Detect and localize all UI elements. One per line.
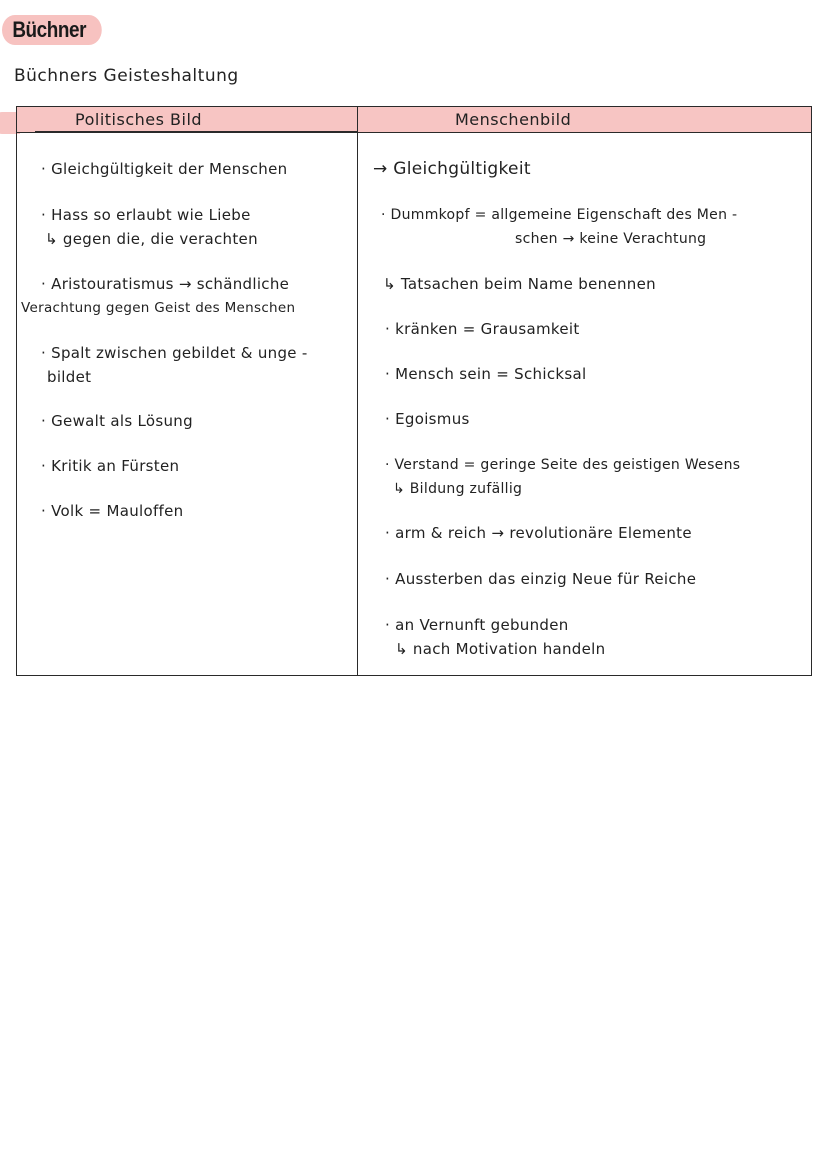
right-item: · Verstand = geringe Seite des geistigen Wesens ↳ Bildung zufällig [385,457,741,497]
left-item: · Gewalt als Lösung [41,412,193,430]
left-item: · Volk = Mauloffen [41,502,184,520]
left-item: · Aristouratismus → schändliche Verachtung gegen Geist des Menschen [21,275,296,316]
column-divider [357,107,358,675]
left-header-underline [35,131,357,132]
right-item: · Mensch sein = Schicksal [385,365,587,383]
subtitle: Büchners Geisteshaltung [14,66,239,86]
left-item: · Gleichgültigkeit der Menschen [41,160,288,178]
left-item: · Kritik an Fürsten [41,457,180,475]
right-item: ↳ Tatsachen beim Name benennen [383,275,656,293]
right-item: · arm & reich → revolutionäre Elemente [385,524,692,542]
right-item: · Aussterben das einzig Neue für Reiche [385,570,697,588]
left-item: · Spalt zwischen gebildet & unge - bildet [41,344,308,386]
column-header-menschenbild: Menschenbild [455,110,572,129]
right-item: · kränken = Grausamkeit [385,320,580,338]
right-item: → Gleichgültigkeit [373,159,531,179]
right-item: · Egoismus [385,410,470,428]
right-item: · Dummkopf = allgemeine Eigenschaft des Men - schen → keine Verachtung [381,207,738,247]
left-item: · Hass so erlaubt wie Liebe ↳ gegen die, die verachten [41,206,258,248]
notes-table [16,106,812,676]
column-header-politisches-bild: Politisches Bild [75,110,203,129]
page-title: Büchner [2,15,102,45]
right-item: · an Vernunft gebunden ↳ nach Motivation handeln [385,616,606,658]
